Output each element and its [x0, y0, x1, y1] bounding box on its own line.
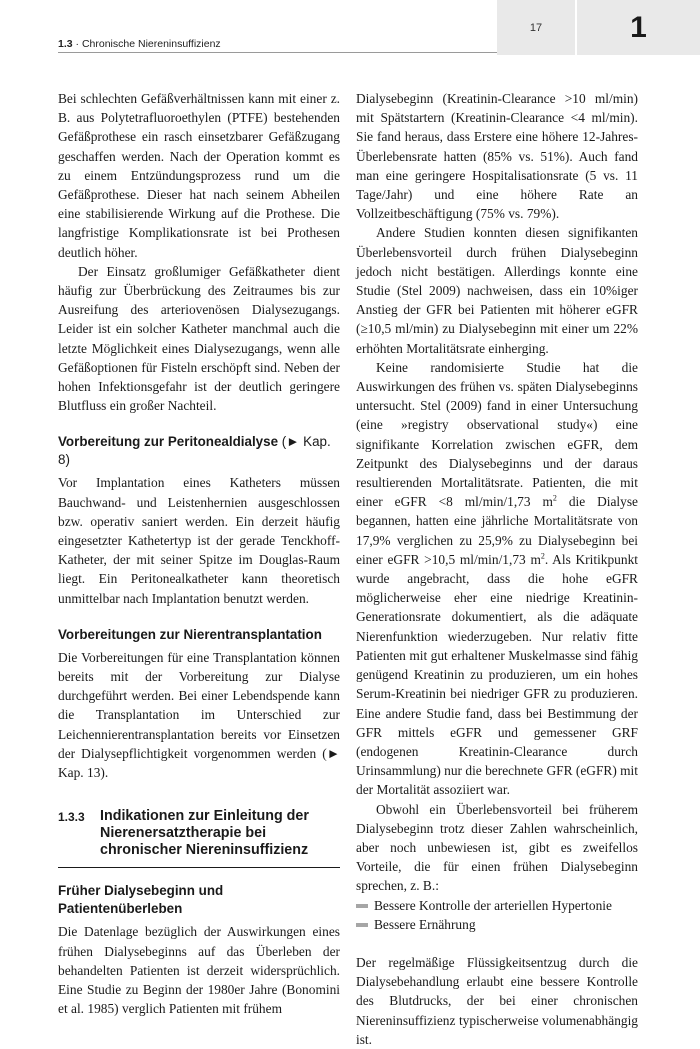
running-header: [0, 0, 700, 56]
paragraph: Keine randomisierte Studie hat die Auswirkungen des frühen vs. späten Dialysebeginns untersucht. Stel (2009) fand in einer Untersuchung (eine »registry observational study«) eine signifikante Korrelation zwischen eGFR, dem Zeitpunkt des Dialysebeginns und der daraus resultierenden Mortalitätsrate. Patienten, die mit einer eGFR <8 ml/min/1,73 $m^2$ die Dialyse begannen, hatten eine jährliche Mortalitätsrate von 17,9% verglichen zu 25,9% zu Dialysebeginn bei einer eGFR >10,5 ml/min/1,73 $m^2$. Als Kritikpunkt wurde angebracht, dass die hohe eGFR möglicherweise eher eine niedrige Kreatinin-Generationsrate dokumentiert, als die adäquate Nierenfunktion wiederzugeben. Nur relativ fitte Patienten mit gut erhaltener Muskelmasse sind fähig genügend Kreatinin zu produzieren, um ein hohes Serum-Kreatinin bei niedriger GFR zu produzieren. Eine andere Studie fand, dass bei Bestimmung der GFR mittels eGFR und gemessener GRF (endogenen Kreatinin-Clearance durch Urinsammlung) nur die berechnete GFR (eGFR) mit der Mortalität assoziiert war.: [356, 359, 638, 798]
section-rule: [58, 867, 340, 868]
paragraph: Vor Implantation eines Katheters müssen Bauchwand- und Leistenhernien ausgeschlossen bzw. operativ saniert werden. Ein derzeit häufig eingesetzter Kathetertyp ist der gerade Tenckhoff-Katheter, der mit seiner Spitze im Douglas-Raum liegt. Ein Peritonealkatheter kann theoretisch unmittelbar nach Implantation benutzt werden.: [58, 475, 340, 606]
subheading-peritonealdialyse: Vorbereitung zur Peritonealdialyse (► Kap. 8): [58, 434, 331, 468]
subheading-nierentransplantation: Vorbereitungen zur Nierentransplantation: [58, 626, 322, 642]
paragraph: Der regelmäßige Flüssigkeitsentzug durch die Dialysebehandlung erlaubt eine bessere Kontrolle des Blutdrucks, der bei einer chronischen Niereninsuffizienz typischerweise volumenabhängig ist.: [356, 954, 638, 1047]
paragraph: Obwohl ein Überlebensvorteil bei früherem Dialysebeginn trotz dieser Zahlen wahrscheinlich, aber noch unbewiesen ist, gibt es zweifellos Vorteile, die für einen frühen Dialysebeginn sprechen, z. B.:: [356, 801, 638, 894]
chapter-number: 1: [577, 0, 700, 55]
running-header-title: 1.3 · Chronische Niereninsuffizienz: [58, 38, 221, 50]
chapter-reference: (► Kap. 13).: [58, 745, 340, 781]
left-column: [58, 89, 340, 1018]
right-column: [356, 89, 638, 1049]
paragraph: Der Einsatz großlumiger Gefäßkatheter dient häufig zur Überbrückung des Zeitraumes bis zur Ausreifung des arteriovenösen Dialysezugangs. Leider ist ein solcher Katheter manchmal auch die letzte Möglichkeit eines Dialysezugangs, wenn alle Gefäßoptionen für Fisteln erschöpft sind. Neben der hohen Infektionsgefahr ist der deutlich geringere Blutfluss ein großer Nachteil.: [58, 263, 340, 414]
chapter-reference: (► Kap. 8): [58, 434, 331, 468]
header-section-title: Chronische Niereninsuffizienz: [81, 38, 221, 50]
paragraph: Die Datenlage bezüglich der Auswirkungen eines frühen Dialysebeginns auf das Überleben der behandelten Patienten ist derzeit widersprüchlich. Eine Studie zu Beginn der 1980er Jahre (Bonomini et al. 1985) verglich Patienten mit frühem: [58, 924, 340, 1017]
paragraph: Dialysebeginn (Kreatinin-Clearance >10 ml/min) mit Spätstartern (Kreatinin-Clearance <4 ml/min). Sie fand heraus, dass Erstere eine höhere 12-Jahres-Überlebensrate hatten (85% vs. 51%). Auch fand man eine geringere Hospitalisationsrate (5 vs. 11 Tage/Jahr) und eine höhere Rate an Vollzeitbeschäftigung (75% vs. 79%).: [356, 91, 638, 222]
subheading-dialysebeginn: Früher Dialysebeginn und Patientenüberleben: [58, 883, 224, 917]
bullet-list: [356, 896, 638, 934]
paragraph: Andere Studien konnten diesen signifikanten Überlebensvorteil durch frühen Dialysebeginn jedoch nicht bestätigen. Allerdings konnte eine Studie (Stel 2009) nachweisen, dass ein 10%iger Anstieg der GFR bei Patienten mit höherer eGFR (≥10,5 ml/min) zu Dialysebeginn mit einer um 22% erhöhten Mortalitätsrate einherging.: [356, 225, 638, 356]
header-rule: [58, 52, 498, 53]
section-number: 1.3.3: [58, 810, 85, 825]
section-title: Indikationen zur Einleitung der Nierenersatztherapie bei chronischer Niereninsuffizienz: [100, 808, 309, 859]
section-heading: [58, 808, 340, 859]
paragraph: Bei schlechten Gefäßverhältnissen kann mit einer z. B. aus Polytetrafluoroethylen (PTFE) bestehenden Gefäßprothese ein rasch einsetzbarer Gefäßzugang geschaffen werden. Nach der Operation kommt es zu einem Entzündungsprozess rund um die Gefäßprothese. Dieser hat nach seinem Abheilen eine stabilisierende Wirkung auf die Prothese. Die langfristige Komplikationsrate ist bei Prothesen deutlich höher.: [58, 91, 340, 260]
page-number: 17: [497, 0, 575, 55]
list-item: Bessere Kontrolle der arteriellen Hypertonie: [356, 896, 638, 915]
paragraph: Die Vorbereitungen für eine Transplantation können bereits mit der Vorbereitung zur Dialyse durchgeführt werden. Bei einer Lebendspende kann die Transplantation im Unterschied zur Leichennierentransplantation bereits vor Einsetzen der Dialysepflichtigkeit vorgenommen werden (► Kap. 13).: [58, 649, 340, 781]
header-section-number: 1.3: [58, 38, 73, 50]
list-item: Bessere Ernährung: [356, 915, 638, 934]
